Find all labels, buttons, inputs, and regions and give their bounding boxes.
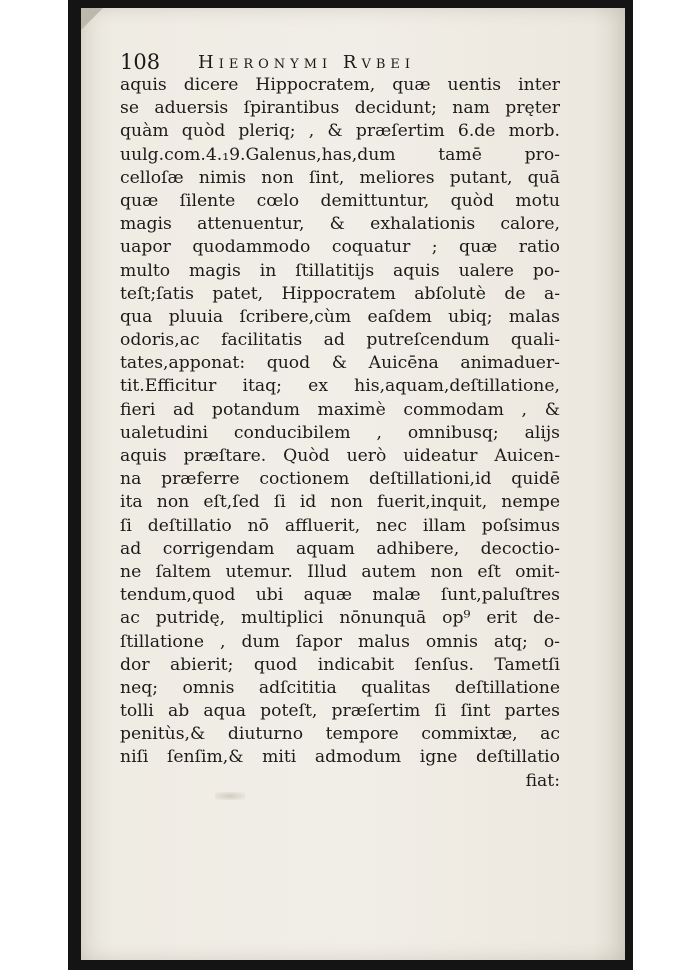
text-line: tates,apponat: quod & Auicēna animaduer-	[120, 353, 560, 374]
text-line: se aduersis ſpirantibus decidunt; nam pręter	[120, 98, 560, 119]
text-line: magis attenuentur, & exhalationis calore,	[120, 214, 560, 235]
text-line: na præferre coctionem deſtillationi,id quidē	[120, 469, 560, 490]
text-line: niſi ſenſim,& miti admodum igne deſtillatio	[120, 747, 560, 768]
text-line: neq; omnis adſcititia qualitas deſtillatione	[120, 677, 560, 698]
text-line: celloſæ nimis non ſint, meliores putant, quā	[120, 167, 560, 188]
text-line: tit.Efficitur itaq; ex his,aquam,deſtillatione,	[120, 376, 560, 397]
text-line: fieri ad potandum maximè commodam , &	[120, 399, 560, 420]
page-number: 108	[120, 50, 161, 74]
ink-smudge	[215, 792, 245, 800]
body-text	[120, 74, 560, 793]
text-line: odoris,ac facilitatis ad putreſcendum quali-	[120, 330, 560, 351]
text-line: aquis præſtare. Quòd uerò uideatur Auicen-	[120, 446, 560, 466]
text-line: ac putridę, multiplici nōnunquā op⁹ erit de-	[120, 608, 560, 629]
text-line: multo magis in ſtillatitijs aquis ualere po-	[120, 260, 560, 281]
text-line: tolli ab aqua poteſt, præſertim ſi ſint partes	[120, 701, 560, 722]
folded-corner	[81, 8, 103, 30]
text-line: dor abierit; quod indicabit ſenſus. Tametſi	[120, 654, 560, 675]
text-line: aquis dicere Hippocratem, quæ uentis inter	[120, 75, 560, 95]
text-line: tendum,quod ubi aquæ malæ ſunt,paluſtres	[120, 585, 560, 606]
text-line: ſtillatione , dum ſapor malus omnis atq; o-	[120, 631, 560, 652]
text-line: ad corrigendam aquam adhibere, decoctio-	[120, 538, 560, 559]
text-line: ita non eſt,ſed ſi id non fuerit,inquit, nempe	[120, 492, 560, 513]
text-line: qua pluuia ſcribere,cùm eaſdem ubiq; malas	[120, 306, 560, 327]
text-line: uulg.com.4.₁9.Galenus,has,dum tamē pro-	[120, 144, 560, 165]
running-title: Hieronymi Rvbei	[198, 52, 416, 73]
text-line: ne ſaltem utemur. Illud autem non eſt omit-	[120, 561, 560, 582]
text-line: ſi deſtillatio nō affluerit, nec illam poſsimus	[120, 515, 560, 536]
text-line: uapor quodammodo coquatur ; quæ ratio	[120, 237, 560, 258]
text-line: ualetudini conducibilem , omnibusq; alijs	[120, 422, 560, 443]
text-line: quæ ſilente cœlo demittuntur, quòd motu	[120, 190, 560, 211]
text-line: teſt;ſatis patet, Hippocratem abſolutè de a-	[120, 283, 560, 304]
catchword: fiat:	[525, 770, 560, 791]
text-line: penitùs,& diuturno tempore commixtæ, ac	[120, 724, 560, 745]
text-line: quàm quòd pleriq; , & præſertim 6.de morb.	[120, 121, 560, 142]
